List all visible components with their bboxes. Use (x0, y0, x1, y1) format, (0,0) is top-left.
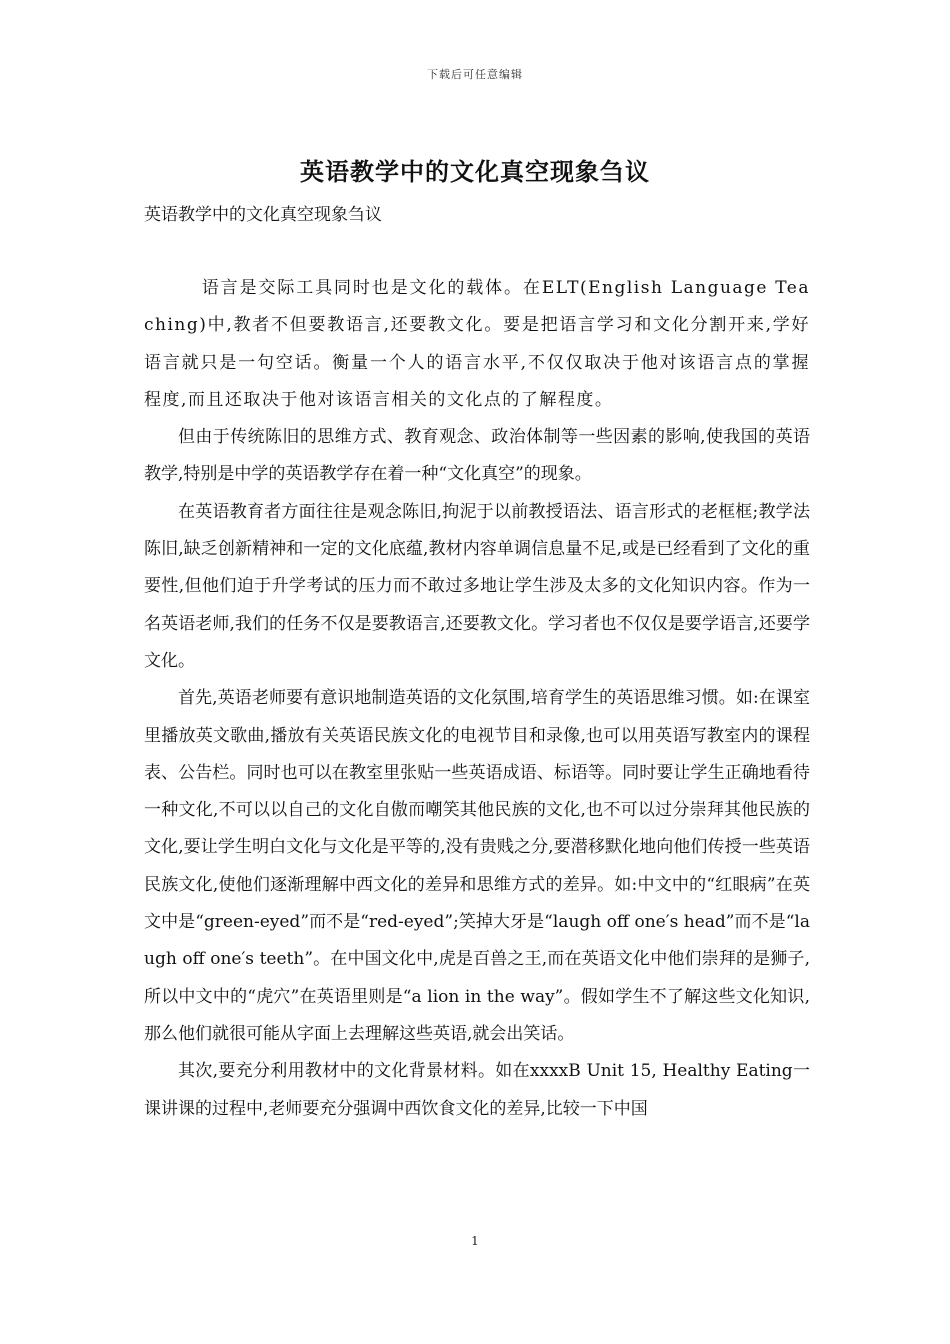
paragraph-4: 首先,英语老师要有意识地制造英语的文化氛围,培育学生的英语思维习惯。如:在课室里播放英文歌曲,播放有关英语民族文化的电视节目和录像,也可以用英语写教室内的课程表、公告栏。同时也可以在教室里张贴一些英语成语、标语等。同时要让学生正确地看待一种文化,不可以以自己的文化自傲而嘲笑其他民族的文化,也不可以过分崇拜其他民族的文化,要让学生明白文化与文化是平等的,没有贵贱之分,要潜移默化地向他们传授一些英语民族文化,使他们逐渐理解中西文化的差异和思维方式的差异。如:中文中的“红眼病”在英文中是“green-eyed”而不是“red-eyed”;笑掉大牙是“laugh off one′s head”而不是“laugh off one′s teeth”。在中国文化中,虎是百兽之王,而在英语文化中他们崇拜的是狮子,所以中文中的“虎穴”在英语里则是“a lion in the way”。假如学生不了解这些文化知识,那么他们就很可能从字面上去理解这些英语,就会出笑话。 (144, 688, 810, 1044)
document-title: 英语教学中的文化真空现象刍议 (300, 157, 650, 186)
page-number: 1 (471, 1234, 479, 1248)
paragraph-2: 但由于传统陈旧的思维方式、教育观念、政治体制等一些因素的影响,使我国的英语教学,特别是中学的英语教学存在着一种“文化真空”的现象。 (144, 427, 810, 485)
header-note: 下载后可任意编辑 (427, 68, 523, 81)
paragraph-3: 在英语教育者方面往往是观念陈旧,拘泥于以前教授语法、语言形式的老框框;教学法陈旧,缺乏创新精神和一定的文化底蕴,教材内容单调信息量不足,或是已经看到了文化的重要性,但他们迫于升学考试的压力而不敢过多地让学生涉及太多的文化知识内容。作为一名英语老师,我们的任务不仅是要教语言,还要教文化。学习者也不仅仅是要学语言,还要学文化。 (144, 501, 810, 671)
document-body (144, 270, 810, 1128)
document-subtitle: 英语教学中的文化真空现象刍议 (144, 205, 382, 225)
paragraph-1: 语言是交际工具同时也是文化的载体。在ELT(English Language Teaching)中,教者不但要教语言,还要教文化。要是把语言学习和文化分割开来,学好语言就只是一句空话。衡量一个人的语言水平,不仅仅取决于他对该语言点的掌握程度,而且还取决于他对该语言相关的文化点的了解程度。 (144, 278, 810, 410)
paragraph-5: 其次,要充分利用教材中的文化背景材料。如在xxxxB Unit 15, Healthy Eating一课讲课的过程中,老师要充分强调中西饮食文化的差异,比较一下中国 (144, 1061, 810, 1119)
